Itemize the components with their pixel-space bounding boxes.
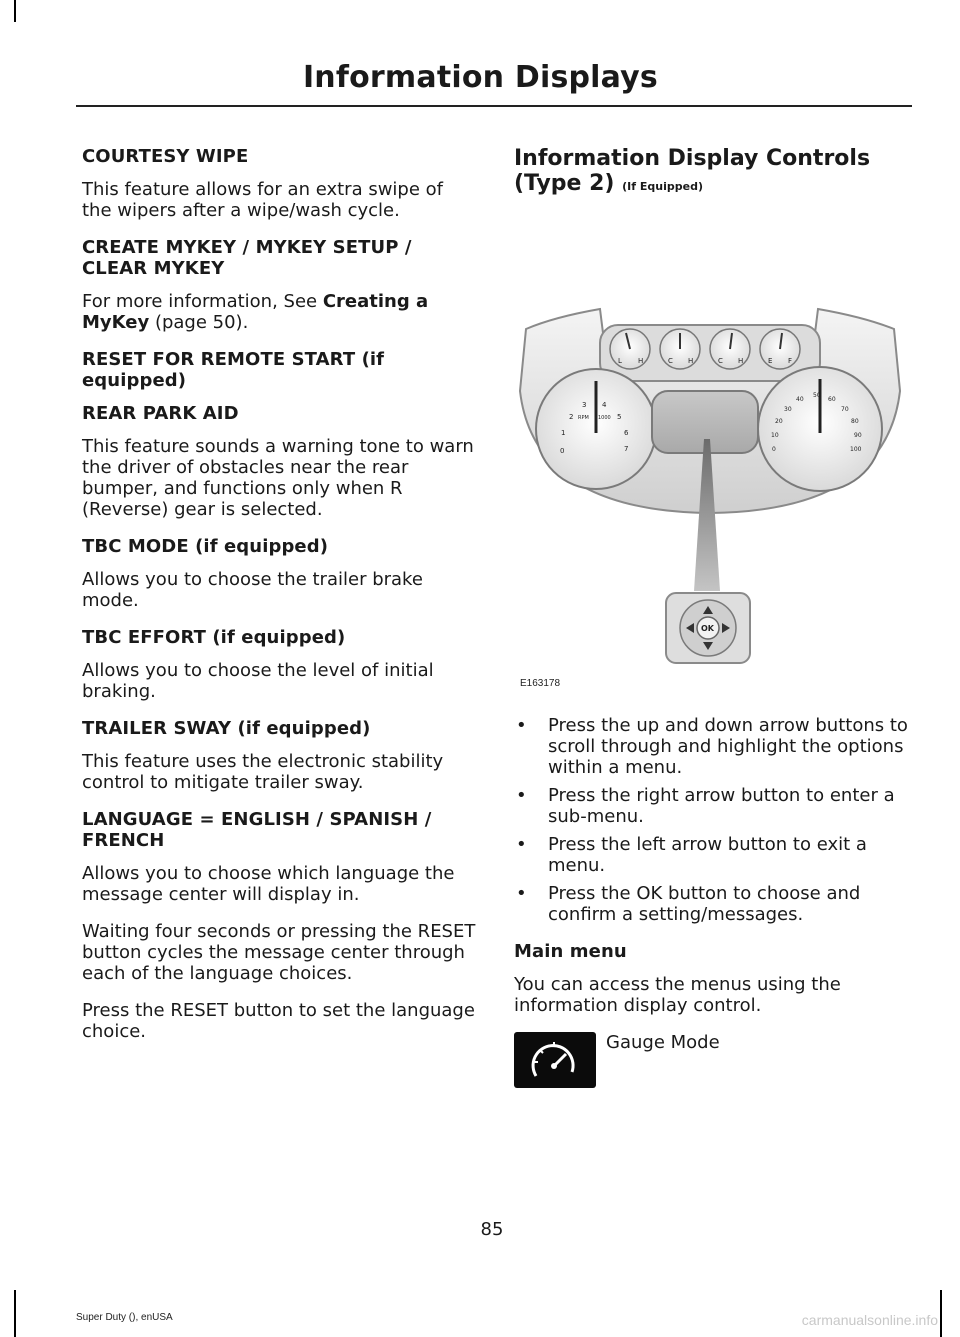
crop-mark <box>14 0 16 22</box>
section-text: Allows you to choose the trailer brake mode. <box>82 569 423 611</box>
section-heading: RESET FOR REMOTE START (if equipped) <box>82 349 385 391</box>
svg-text:7: 7 <box>624 445 629 453</box>
bullet-icon: • <box>516 883 527 904</box>
list-item-text: Press the OK button to choose and confirm a setting/messages. <box>548 883 861 925</box>
page-header-title: Information Displays <box>302 60 658 95</box>
section-heading: TBC EFFORT (if equipped) <box>82 627 346 648</box>
text-fragment: For more information, See <box>82 291 323 312</box>
instrument-cluster-illustration <box>514 221 909 693</box>
figure-code: E163178 <box>520 678 561 689</box>
section-text: Allows you to choose which language the message center will display in. <box>82 863 455 905</box>
publication-footer: Super Duty (), enUSA <box>76 1312 173 1323</box>
svg-text:90: 90 <box>854 432 862 439</box>
section-heading: TRAILER SWAY (if equipped) <box>82 718 371 739</box>
section-text: You can access the menus using the information display control. <box>514 974 841 1016</box>
list-item <box>514 715 909 778</box>
section-text: Press the RESET button to set the language choice. <box>82 1000 475 1042</box>
section-heading: Main menu <box>514 941 627 962</box>
list-item-text: Press the up and down arrow buttons to scroll through and highlight the options within a menu. <box>548 715 908 778</box>
watermark: carmanualsonline.info <box>801 1312 938 1328</box>
svg-text:50: 50 <box>813 392 821 399</box>
svg-text:E: E <box>768 357 773 365</box>
svg-text:4: 4 <box>602 401 607 409</box>
crop-mark <box>14 1290 16 1337</box>
section-heading: COURTESY WIPE <box>82 146 249 167</box>
bullet-icon: • <box>516 715 527 736</box>
svg-text:6: 6 <box>624 429 629 437</box>
menu-entry-gauge-mode <box>514 1032 909 1088</box>
svg-text:10: 10 <box>771 432 779 439</box>
svg-text:L: L <box>618 357 622 365</box>
svg-text:C: C <box>718 357 723 365</box>
list-item-text: Press the left arrow button to exit a menu. <box>548 834 867 876</box>
section-text: This feature uses the electronic stability control to mitigate trailer sway. <box>82 751 444 793</box>
section-text <box>82 291 477 333</box>
section-title <box>514 146 909 199</box>
instruction-list <box>514 715 909 925</box>
svg-text:2: 2 <box>569 413 574 421</box>
right-column <box>514 146 909 1088</box>
svg-text:60: 60 <box>828 396 836 403</box>
svg-text:H: H <box>638 357 644 365</box>
svg-text:H: H <box>738 357 744 365</box>
svg-text:1000: 1000 <box>598 415 611 421</box>
gauge-mode-label: Gauge Mode <box>606 1032 720 1053</box>
section-text: This feature sounds a warning tone to warn the driver of obstacles near the rear bumper, and functions only when R (Reverse) gear is selected. <box>82 436 474 520</box>
svg-text:70: 70 <box>841 406 849 413</box>
section-text: This feature allows for an extra swipe of the wipers after a wipe/wash cycle. <box>82 179 444 221</box>
svg-text:30: 30 <box>784 406 792 413</box>
list-item <box>514 834 909 876</box>
bullet-icon: • <box>516 785 527 806</box>
svg-text:100: 100 <box>850 446 862 453</box>
svg-text:1: 1 <box>561 429 566 437</box>
ok-label: OK <box>701 624 714 633</box>
section-text: Allows you to choose the level of initial braking. <box>82 660 434 702</box>
svg-text:20: 20 <box>775 418 783 425</box>
section-heading: REAR PARK AID <box>82 403 239 424</box>
page-number: 85 <box>480 1219 504 1240</box>
cross-reference-link[interactable]: Creating a MyKey <box>82 291 429 333</box>
svg-text:0: 0 <box>772 446 776 453</box>
svg-text:0: 0 <box>560 447 565 455</box>
instrument-cluster-figure <box>514 221 909 693</box>
bullet-icon: • <box>516 834 527 855</box>
section-heading: LANGUAGE = ENGLISH / SPANISH / FRENCH <box>82 809 432 851</box>
svg-text:3: 3 <box>582 401 587 409</box>
list-item <box>514 785 909 827</box>
section-title-qualifier: (If Equipped) <box>622 180 703 193</box>
list-item <box>514 883 909 925</box>
section-heading: TBC MODE (if equipped) <box>82 536 329 557</box>
section-title-text: Information Display Controls (Type 2) <box>514 146 871 196</box>
text-fragment: (page 50). <box>149 312 249 333</box>
list-item-text: Press the right arrow button to enter a sub-menu. <box>548 785 895 827</box>
svg-text:F: F <box>788 357 793 365</box>
crop-mark <box>940 1290 942 1337</box>
svg-text:40: 40 <box>796 396 804 403</box>
svg-text:RPM: RPM <box>578 415 589 421</box>
header-divider <box>76 105 912 107</box>
gauge-mode-icon <box>514 1032 596 1088</box>
section-text: Waiting four seconds or pressing the RESET button cycles the message center through each of the language choices. <box>82 921 476 984</box>
svg-text:H: H <box>688 357 694 365</box>
svg-text:5: 5 <box>617 413 622 421</box>
svg-text:80: 80 <box>851 418 859 425</box>
svg-text:C: C <box>668 357 673 365</box>
section-heading: CREATE MYKEY / MYKEY SETUP / CLEAR MYKEY <box>82 237 412 279</box>
left-column <box>82 146 477 1058</box>
